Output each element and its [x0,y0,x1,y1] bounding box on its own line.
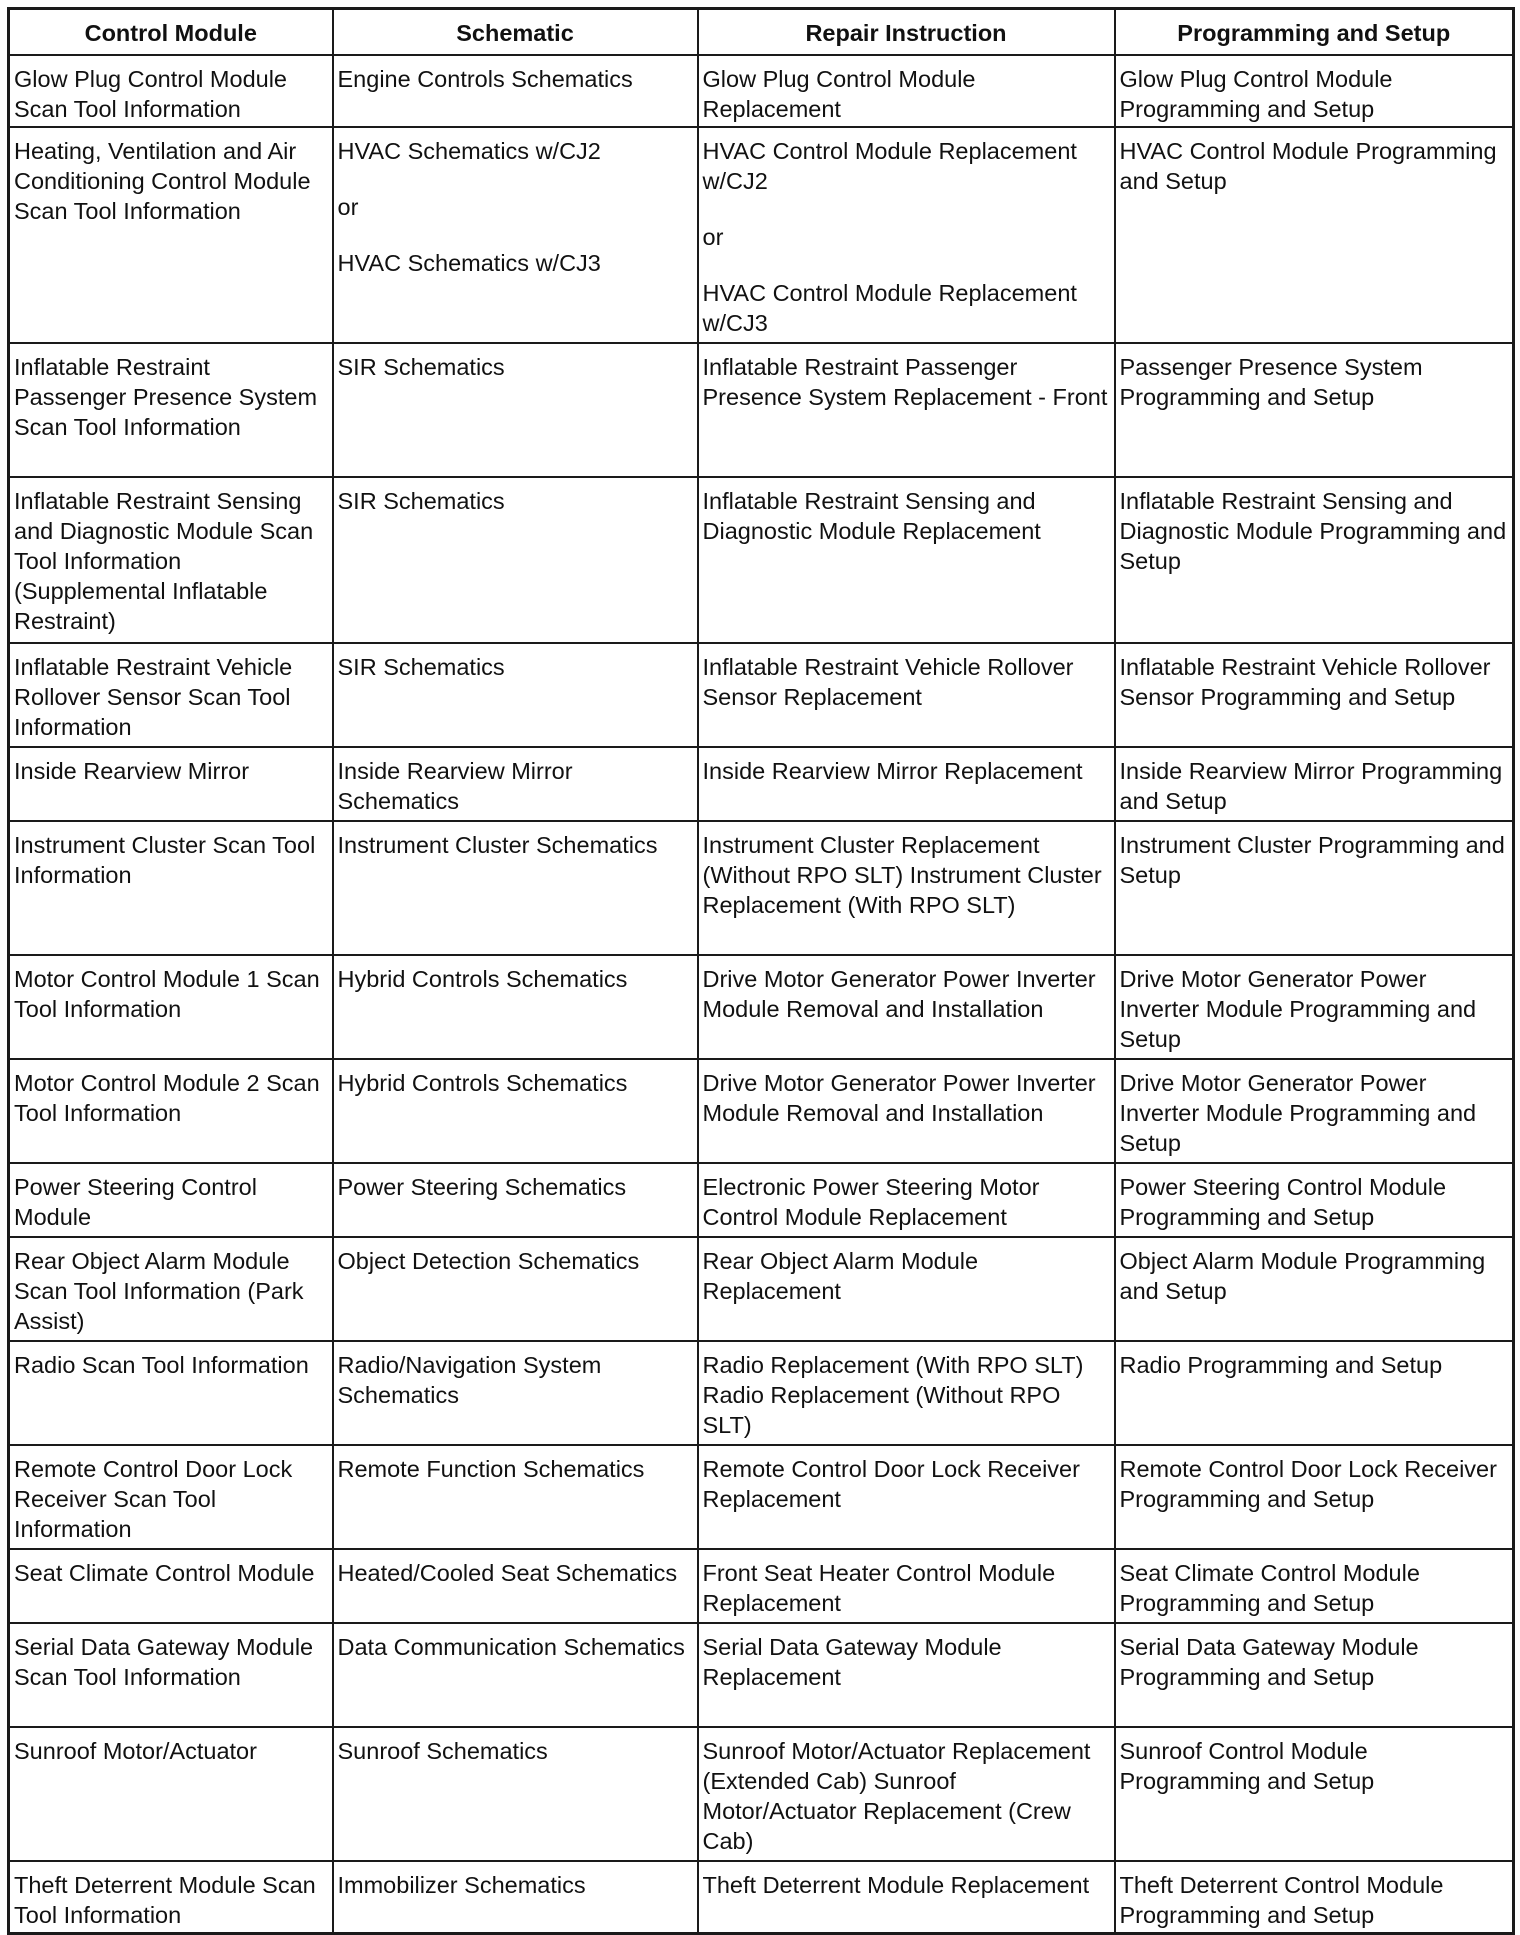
table-row [9,747,1514,821]
header-programming-setup: Programming and Setup [1115,9,1514,56]
cell-repair-instruction: Drive Motor Generator Power Inverter Module Removal and Installation [698,1059,1115,1163]
cell-programming-setup: Power Steering Control Module Programming and Setup [1115,1163,1514,1237]
cell-programming-setup: Remote Control Door Lock Receiver Programming and Setup [1115,1445,1514,1549]
cell-schematic: Data Communication Schematics [333,1623,698,1727]
cell-repair-instruction: Inflatable Restraint Sensing and Diagnostic Module Replacement [698,477,1115,643]
cell-programming-setup: Seat Climate Control Module Programming and Setup [1115,1549,1514,1623]
cell-control-module: Glow Plug Control Module Scan Tool Information [9,55,333,127]
cell-control-module: Motor Control Module 2 Scan Tool Information [9,1059,333,1163]
cell-repair-instruction: Radio Replacement (With RPO SLT) Radio Replacement (Without RPO SLT) [698,1341,1115,1445]
cell-repair-instruction: Electronic Power Steering Motor Control Module Replacement [698,1163,1115,1237]
table-row [9,343,1514,477]
cell-schematic: Immobilizer Schematics [333,1861,698,1934]
cell-schematic: SIR Schematics [333,643,698,747]
cell-programming-setup: Inflatable Restraint Sensing and Diagnostic Module Programming and Setup [1115,477,1514,643]
cell-schematic: Remote Function Schematics [333,1445,698,1549]
cell-schematic: Heated/Cooled Seat Schematics [333,1549,698,1623]
cell-programming-setup: Inside Rearview Mirror Programming and Setup [1115,747,1514,821]
cell-control-module: Inflatable Restraint Sensing and Diagnostic Module Scan Tool Information (Supplemental Inflatable Restraint) [9,477,333,643]
schematic-option-a: HVAC Schematics w/CJ2 [337,138,601,164]
table-row [9,127,1514,343]
table-row [9,55,1514,127]
cell-repair-instruction: Serial Data Gateway Module Replacement [698,1623,1115,1727]
cell-control-module: Remote Control Door Lock Receiver Scan Tool Information [9,1445,333,1549]
cell-programming-setup: Drive Motor Generator Power Inverter Module Programming and Setup [1115,955,1514,1059]
cell-schematic [333,127,698,343]
table-row [9,1059,1514,1163]
table-row [9,1237,1514,1341]
cell-schematic: Instrument Cluster Schematics [333,821,698,955]
cell-repair-instruction: Inflatable Restraint Passenger Presence System Replacement - Front [698,343,1115,477]
cell-control-module: Sunroof Motor/Actuator [9,1727,333,1861]
cell-control-module: Rear Object Alarm Module Scan Tool Information (Park Assist) [9,1237,333,1341]
cell-repair-instruction: Front Seat Heater Control Module Replacement [698,1549,1115,1623]
cell-schematic: Radio/Navigation System Schematics [333,1341,698,1445]
cell-repair-instruction: Sunroof Motor/Actuator Replacement (Extended Cab) Sunroof Motor/Actuator Replacement (Crew Cab) [698,1727,1115,1861]
table-row [9,1341,1514,1445]
table-row [9,1549,1514,1623]
header-schematic: Schematic [333,9,698,56]
cell-schematic: SIR Schematics [333,343,698,477]
cell-repair-instruction: Rear Object Alarm Module Replacement [698,1237,1115,1341]
table-row [9,477,1514,643]
module-reference-table [7,7,1515,1935]
cell-schematic: Hybrid Controls Schematics [333,955,698,1059]
repair-option-b: HVAC Control Module Replacement w/CJ3 [702,280,1077,336]
cell-programming-setup: Passenger Presence System Programming and Setup [1115,343,1514,477]
header-row [9,9,1514,56]
cell-schematic: Object Detection Schematics [333,1237,698,1341]
cell-programming-setup: Glow Plug Control Module Programming and Setup [1115,55,1514,127]
repair-option-a: HVAC Control Module Replacement w/CJ2 [702,138,1077,194]
table-row [9,1861,1514,1934]
cell-programming-setup: HVAC Control Module Programming and Setup [1115,127,1514,343]
cell-control-module: Inflatable Restraint Passenger Presence System Scan Tool Information [9,343,333,477]
cell-repair-instruction: Drive Motor Generator Power Inverter Module Removal and Installation [698,955,1115,1059]
cell-programming-setup: Instrument Cluster Programming and Setup [1115,821,1514,955]
cell-control-module: Motor Control Module 1 Scan Tool Information [9,955,333,1059]
schematic-option-b: HVAC Schematics w/CJ3 [337,250,601,276]
cell-control-module: Instrument Cluster Scan Tool Information [9,821,333,955]
cell-repair-instruction: Inflatable Restraint Vehicle Rollover Sensor Replacement [698,643,1115,747]
cell-control-module: Inside Rearview Mirror [9,747,333,821]
cell-control-module: Inflatable Restraint Vehicle Rollover Sensor Scan Tool Information [9,643,333,747]
cell-repair-instruction: Instrument Cluster Replacement (Without RPO SLT) Instrument Cluster Replacement (With RPO SLT) [698,821,1115,955]
cell-repair-instruction: Inside Rearview Mirror Replacement [698,747,1115,821]
cell-schematic: Inside Rearview Mirror Schematics [333,747,698,821]
table-row [9,643,1514,747]
cell-schematic: Engine Controls Schematics [333,55,698,127]
table-row [9,821,1514,955]
schematic-or: or [337,194,359,220]
table-header [9,9,1514,56]
header-control-module: Control Module [9,9,333,56]
cell-repair-instruction [698,127,1115,343]
table-row [9,1623,1514,1727]
cell-control-module: Serial Data Gateway Module Scan Tool Information [9,1623,333,1727]
cell-repair-instruction: Remote Control Door Lock Receiver Replacement [698,1445,1115,1549]
table-body [9,55,1514,1934]
cell-schematic: Hybrid Controls Schematics [333,1059,698,1163]
cell-control-module: Theft Deterrent Module Scan Tool Information [9,1861,333,1934]
cell-programming-setup: Sunroof Control Module Programming and Setup [1115,1727,1514,1861]
cell-schematic: Power Steering Schematics [333,1163,698,1237]
table-row [9,1445,1514,1549]
cell-control-module: Power Steering Control Module [9,1163,333,1237]
cell-repair-instruction: Theft Deterrent Module Replacement [698,1861,1115,1934]
cell-control-module: Heating, Ventilation and Air Conditioning Control Module Scan Tool Information [9,127,333,343]
cell-programming-setup: Drive Motor Generator Power Inverter Module Programming and Setup [1115,1059,1514,1163]
table-row [9,955,1514,1059]
table-row [9,1727,1514,1861]
repair-or: or [702,224,724,250]
cell-programming-setup: Object Alarm Module Programming and Setup [1115,1237,1514,1341]
cell-schematic: SIR Schematics [333,477,698,643]
cell-control-module: Radio Scan Tool Information [9,1341,333,1445]
cell-repair-instruction: Glow Plug Control Module Replacement [698,55,1115,127]
cell-schematic: Sunroof Schematics [333,1727,698,1861]
cell-programming-setup: Serial Data Gateway Module Programming and Setup [1115,1623,1514,1727]
cell-control-module: Seat Climate Control Module [9,1549,333,1623]
cell-programming-setup: Inflatable Restraint Vehicle Rollover Sensor Programming and Setup [1115,643,1514,747]
cell-programming-setup: Radio Programming and Setup [1115,1341,1514,1445]
cell-programming-setup: Theft Deterrent Control Module Programming and Setup [1115,1861,1514,1934]
table-row [9,1163,1514,1237]
header-repair-instruction: Repair Instruction [698,9,1115,56]
